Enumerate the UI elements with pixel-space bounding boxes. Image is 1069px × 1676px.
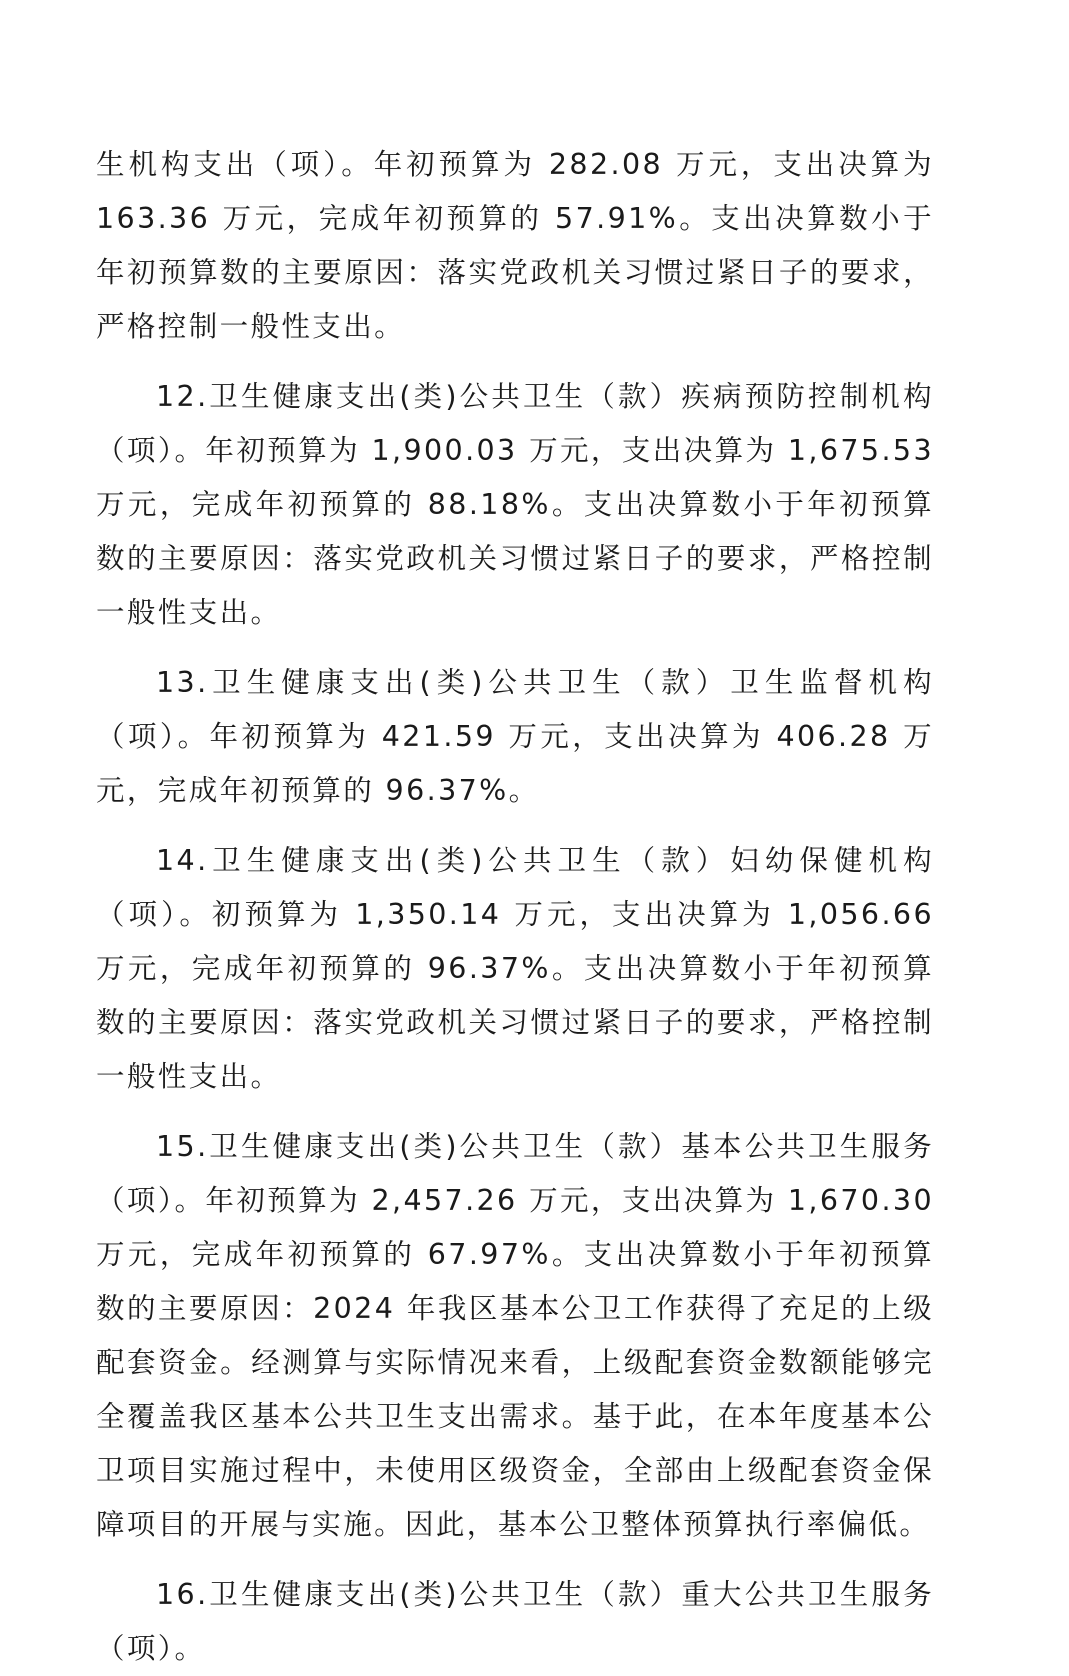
paragraph-item-16-major-public-health: 16.卫生健康支出(类)公共卫生（款）重大公共卫生服务（项）。	[96, 1578, 934, 1665]
paragraph-item-14-maternal-child-health: 14.卫生健康支出(类)公共卫生（款）妇幼保健机构（项）。初预算为 1,350.14 万元，支出决算为 1,056.66 万元，完成年初预算的 96.37%。支出决算数小于年初预算数的主要原因：落实党政机关习惯过紧日子的要求，严格控制一般性支出。	[96, 844, 934, 1093]
paragraph-health-institution-continued: 生机构支出（项）。年初预算为 282.08 万元，支出决算为 163.36 万元，完成年初预算的 57.91%。支出决算数小于年初预算数的主要原因：落实党政机关习惯过紧日子的要求，严格控制一般性支出。	[96, 148, 934, 343]
paragraph-item-13-health-supervision: 13.卫生健康支出(类)公共卫生（款）卫生监督机构（项）。年初预算为 421.59 万元，支出决算为 406.28 万元，完成年初预算的 96.37%。	[96, 666, 934, 807]
paragraph-item-12-disease-control: 12.卫生健康支出(类)公共卫生（款）疾病预防控制机构（项）。年初预算为 1,900.03 万元，支出决算为 1,675.53 万元，完成年初预算的 88.18%。支出决算数小于年初预算数的主要原因：落实党政机关习惯过紧日子的要求，严格控制一般性支出。	[96, 380, 934, 629]
paragraph-item-15-basic-public-health: 15.卫生健康支出(类)公共卫生（款）基本公共卫生服务（项）。年初预算为 2,457.26 万元，支出决算为 1,670.30 万元，完成年初预算的 67.97%。支出决算数小于年初预算数的主要原因：2024 年我区基本公卫工作获得了充足的上级配套资金。经测算与实际情况来看，上级配套资金数额能够完全覆盖我区基本公共卫生支出需求。基于此，在本年度基本公卫项目实施过程中，未使用区级资金，全部由上级配套资金保障项目的开展与实施。因此，基本公卫整体预算执行率偏低。	[96, 1130, 934, 1541]
document-body	[96, 138, 934, 1676]
